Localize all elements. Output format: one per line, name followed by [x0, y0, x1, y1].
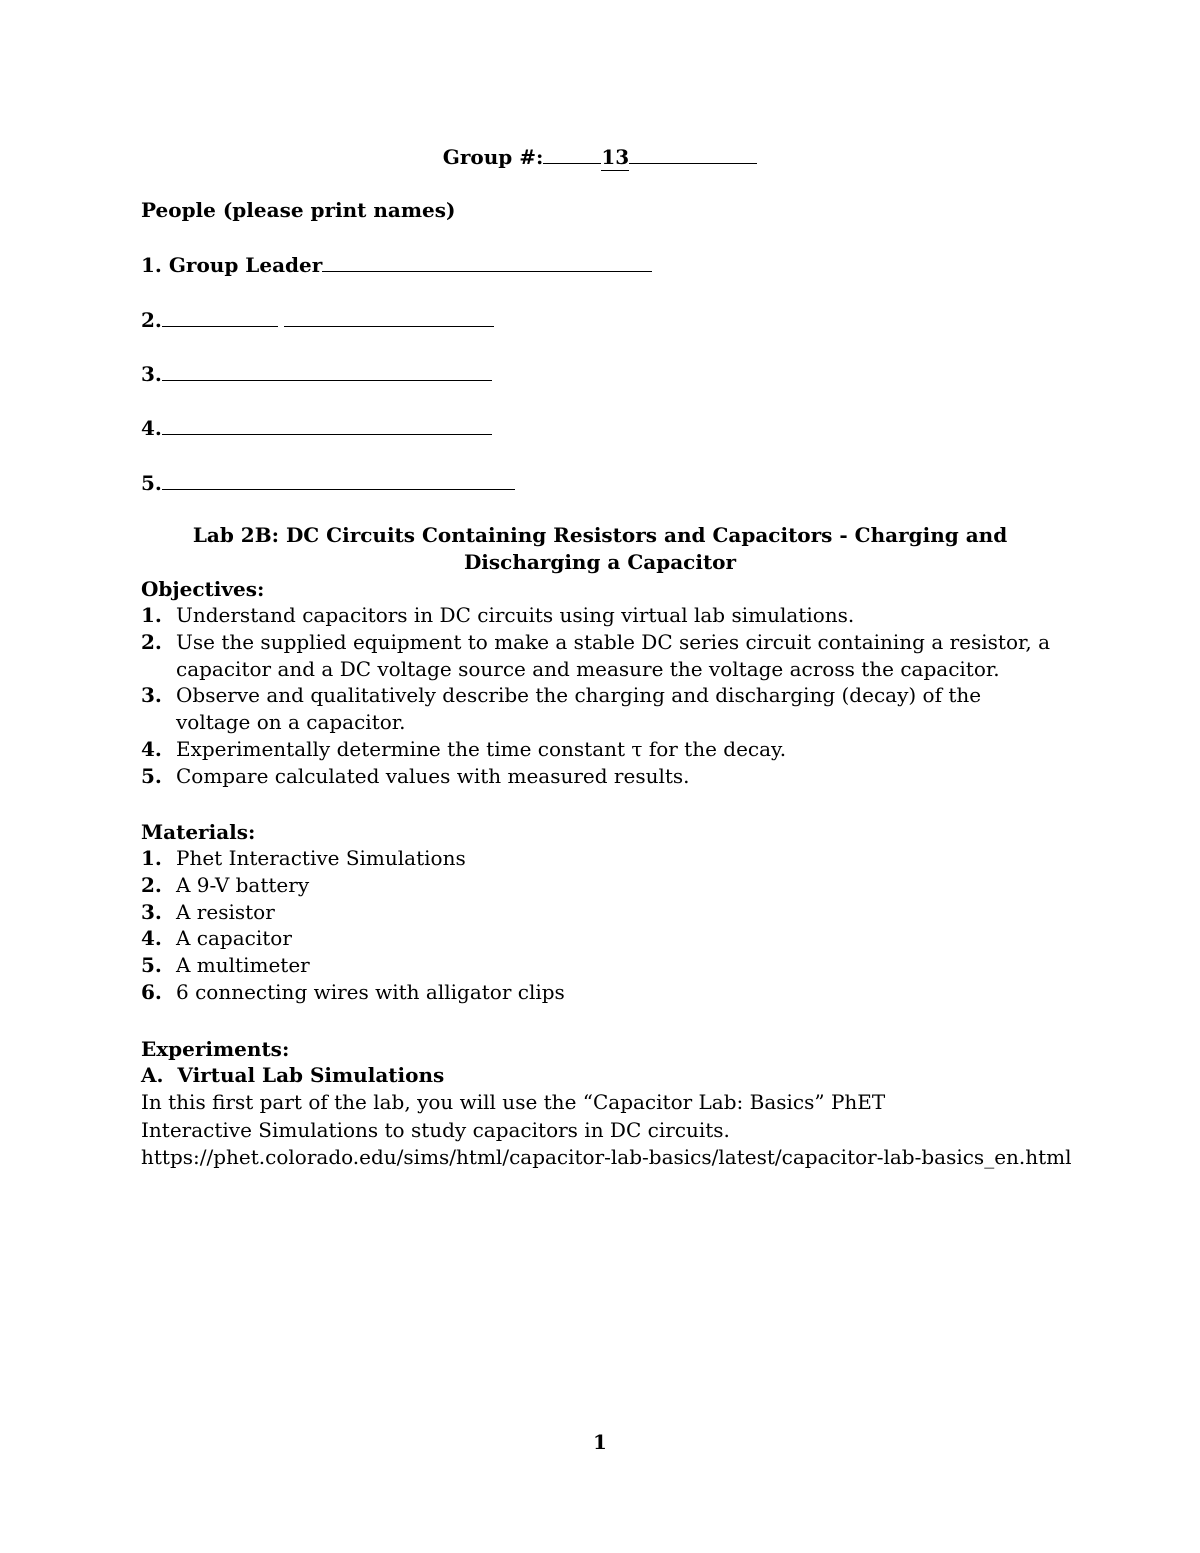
group-blank-right — [629, 143, 757, 164]
name-row-5 — [141, 469, 515, 496]
material-item — [141, 872, 1061, 899]
material-item — [141, 925, 1061, 952]
material-text: A multimeter — [176, 953, 310, 978]
objective-item — [141, 763, 1061, 790]
material-text: Phet Interactive Simulations — [176, 846, 466, 870]
materials-list — [141, 845, 1061, 1006]
material-item — [141, 845, 1061, 872]
experiments-intro-text: In this first part of the lab, you will use the “Capacitor Lab: Basics” PhET Interactive Simulations to study capacitors in DC circuits. — [141, 1090, 886, 1142]
objectives-list — [141, 602, 1061, 790]
name-row-label: 4. — [141, 416, 162, 440]
objective-item — [141, 629, 1061, 683]
material-number: 4. — [141, 926, 162, 951]
experiments-paragraph — [141, 1089, 1072, 1172]
material-item — [141, 979, 1061, 1006]
name-row-label: 5. — [141, 471, 162, 495]
name-blank[interactable] — [162, 414, 492, 435]
group-number-line — [0, 143, 1200, 171]
people-heading: People (please print names) — [141, 198, 456, 222]
simulation-link[interactable]: https://phet.colorado.edu/sims/html/capacitor-lab-basics/latest/capacitor-lab-basics_en.html — [141, 1145, 1072, 1169]
objective-number: 5. — [141, 763, 162, 788]
objective-number: 2. — [141, 629, 162, 654]
experiments-heading: Experiments: — [141, 1037, 290, 1061]
name-row-3 — [141, 360, 492, 387]
objective-text: Observe and qualitatively describe the charging and discharging (decay) of the voltage on a capacitor. — [176, 683, 982, 735]
objective-text: Compare calculated values with measured results. — [176, 763, 690, 788]
objective-text: Experimentally determine the time constant τ for the decay. — [176, 736, 787, 761]
material-item — [141, 899, 1061, 926]
name-row-label: 3. — [141, 362, 162, 386]
material-number: 1. — [141, 846, 162, 870]
group-blank-left — [543, 143, 601, 164]
objective-number: 1. — [141, 603, 162, 627]
name-row-label: 1. Group Leader — [141, 253, 323, 277]
name-blank[interactable] — [162, 469, 515, 490]
material-number: 5. — [141, 953, 162, 978]
experiments-subheading: A. Virtual Lab Simulations — [141, 1063, 445, 1087]
material-number: 6. — [141, 979, 162, 1004]
material-text: A resistor — [176, 899, 275, 924]
objective-text: Use the supplied equipment to make a stable DC series circuit containing a resistor, a capacitor and a DC voltage source and measure the voltage across the capacitor. — [176, 629, 1051, 681]
name-blank[interactable] — [322, 251, 652, 272]
name-row-2 — [141, 306, 494, 333]
material-item — [141, 952, 1061, 979]
material-text: A capacitor — [176, 926, 292, 951]
objective-item — [141, 602, 1061, 629]
name-row-4 — [141, 414, 492, 441]
objective-number: 4. — [141, 736, 162, 761]
lab-title: Lab 2B: DC Circuits Containing Resistors and Capacitors - Charging and Discharging a Capacitor — [192, 523, 1008, 574]
objectives-heading: Objectives: — [141, 577, 265, 601]
objective-item — [141, 682, 1061, 736]
material-text: 6 connecting wires with alligator clips — [176, 979, 565, 1004]
objective-text: Understand capacitors in DC circuits using virtual lab simulations. — [176, 603, 855, 627]
name-row-1 — [141, 251, 652, 278]
group-value: 13 — [601, 145, 630, 169]
material-text: A 9-V battery — [176, 872, 310, 897]
page-number: 1 — [593, 1430, 607, 1454]
material-number: 3. — [141, 899, 162, 924]
name-blank[interactable] — [284, 306, 494, 327]
objective-number: 3. — [141, 683, 162, 708]
group-label: Group #: — [442, 145, 544, 169]
name-blank[interactable] — [162, 306, 278, 327]
materials-heading: Materials: — [141, 820, 256, 844]
name-blank[interactable] — [162, 360, 492, 381]
objective-item — [141, 736, 1061, 763]
material-number: 2. — [141, 872, 162, 897]
name-row-label: 2. — [141, 308, 162, 332]
